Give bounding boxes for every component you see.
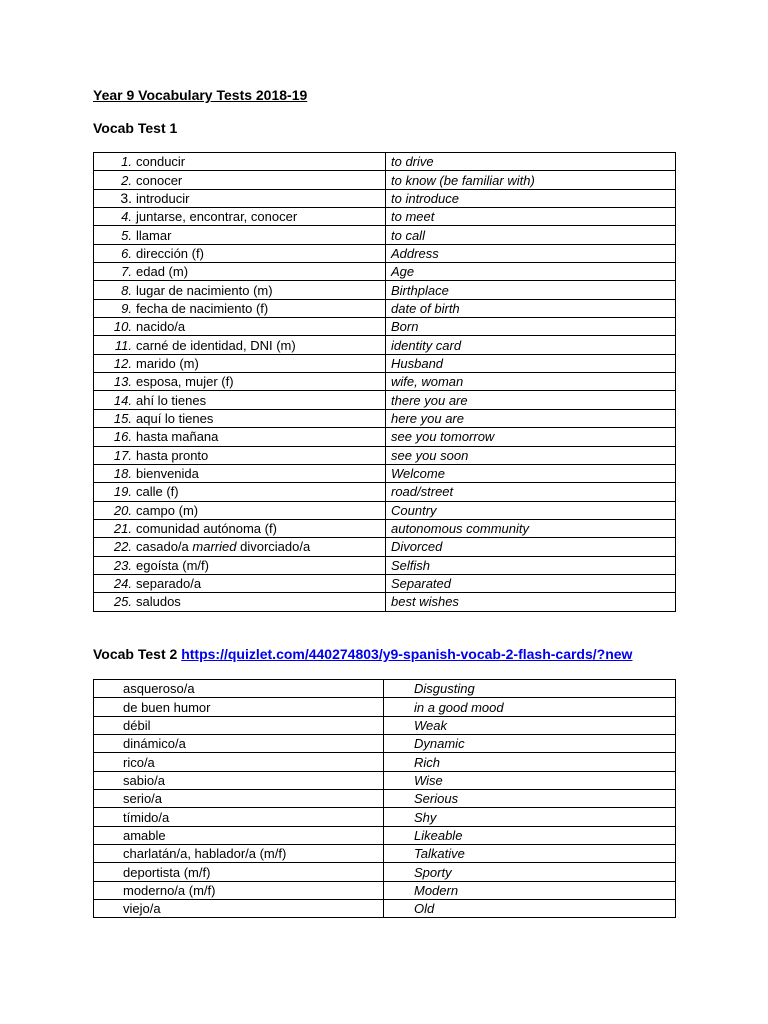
spanish-term-cell: [94, 519, 386, 537]
spanish-term-cell: [94, 483, 386, 501]
english-translation: Shy: [384, 808, 676, 826]
spanish-term: comunidad autónoma (f): [136, 521, 277, 537]
item-number: 19.: [113, 484, 132, 500]
spanish-term: moderno/a (m/f): [94, 881, 384, 899]
item-number: 4.: [121, 209, 132, 225]
spanish-term: llamar: [136, 227, 172, 243]
item-number: 17.: [113, 447, 132, 463]
english-translation: date of birth: [386, 299, 676, 317]
item-number: 12.: [113, 355, 132, 371]
item-number: 25.: [113, 594, 132, 610]
table-row: [94, 593, 676, 611]
spanish-term-cell: [94, 263, 386, 281]
spanish-term-cell: [94, 318, 386, 336]
item-number: 14.: [113, 392, 132, 408]
table-row: [94, 735, 676, 753]
item-number: 8.: [121, 282, 132, 298]
english-translation: Age: [386, 263, 676, 281]
spanish-term: carné de identidad, DNI (m): [136, 337, 296, 353]
english-translation: Dynamic: [384, 735, 676, 753]
table-row: [94, 483, 676, 501]
document-title: Year 9 Vocabulary Tests 2018-19: [93, 87, 308, 103]
spanish-term: edad (m): [136, 264, 189, 280]
spanish-term: de buen humor: [94, 698, 384, 716]
english-translation: Address: [386, 244, 676, 262]
spanish-term-cell: [94, 556, 386, 574]
spanish-term-cell: [94, 574, 386, 592]
table-row: [94, 336, 676, 354]
spanish-term-cell: [94, 208, 386, 226]
item-number: 11.: [114, 337, 132, 353]
table-row: [94, 409, 676, 427]
table-row: [94, 391, 676, 409]
spanish-term: ahí lo tienes: [136, 392, 207, 408]
item-number: 2.: [121, 172, 132, 188]
spanish-term: calle (f): [136, 484, 179, 500]
spanish-term-cell: [94, 153, 386, 171]
spanish-term: deportista (m/f): [94, 863, 384, 881]
english-translation: Modern: [384, 881, 676, 899]
english-translation: Husband: [386, 354, 676, 372]
english-translation: Wise: [384, 771, 676, 789]
table-row: [94, 845, 676, 863]
spanish-term-cell: [94, 189, 386, 207]
item-number: 16.: [113, 429, 132, 445]
english-translation: here you are: [386, 409, 676, 427]
spanish-term: conducir: [136, 154, 186, 170]
english-translation: identity card: [386, 336, 676, 354]
spanish-term: dirección (f): [136, 245, 204, 261]
item-number: 21.: [113, 521, 132, 537]
spanish-term: sabio/a: [94, 771, 384, 789]
english-translation: Weak: [384, 716, 676, 734]
table-row: [94, 263, 676, 281]
table-row: [94, 753, 676, 771]
table-row: [94, 826, 676, 844]
spanish-term-extra: divorciado/a: [240, 539, 311, 555]
item-number: 20.: [113, 502, 132, 518]
vocab-test-2-heading: [93, 646, 632, 662]
table-row: [94, 373, 676, 391]
table-row: [94, 881, 676, 899]
spanish-term: esposa, mujer (f): [136, 374, 234, 390]
item-number: 18.: [113, 466, 132, 482]
item-number: 1.: [121, 154, 132, 170]
table-row: [94, 680, 676, 698]
table-row: [94, 171, 676, 189]
table-row: [94, 153, 676, 171]
table-row: [94, 716, 676, 734]
spanish-term: introducir: [136, 190, 190, 206]
spanish-term-cell: [94, 538, 386, 556]
quizlet-link[interactable]: https://quizlet.com/440274803/y9-spanish-vocab-2-flash-cards/?new: [181, 646, 633, 662]
table-row: [94, 446, 676, 464]
english-translation: Likeable: [384, 826, 676, 844]
table-row: [94, 299, 676, 317]
table-row: [94, 318, 676, 336]
item-number: 13.: [113, 374, 132, 390]
table-row: [94, 863, 676, 881]
table-row: [94, 226, 676, 244]
english-translation: see you soon: [386, 446, 676, 464]
spanish-term: conocer: [136, 172, 183, 188]
spanish-term: separado/a: [136, 576, 202, 592]
english-translation: Country: [386, 501, 676, 519]
english-translation: best wishes: [386, 593, 676, 611]
item-number: 3.: [120, 189, 132, 206]
table-row: [94, 808, 676, 826]
item-number: 9.: [121, 300, 132, 316]
spanish-term-cell: [94, 409, 386, 427]
table-row: [94, 501, 676, 519]
spanish-term: asqueroso/a: [94, 680, 384, 698]
spanish-term: saludos: [136, 594, 181, 610]
item-number: 24.: [113, 576, 132, 592]
table-row: [94, 771, 676, 789]
item-number: 10.: [113, 319, 132, 335]
item-number: 23.: [113, 557, 132, 573]
english-translation: Born: [386, 318, 676, 336]
english-translation: road/street: [386, 483, 676, 501]
english-translation: to call: [386, 226, 676, 244]
vocab-test-1-table: [93, 152, 676, 612]
english-translation: Welcome: [386, 464, 676, 482]
spanish-term: nacido/a: [136, 319, 186, 335]
table-row: [94, 698, 676, 716]
spanish-term: campo (m): [136, 502, 199, 518]
table-row: [94, 244, 676, 262]
spanish-term-italic: married: [192, 539, 237, 555]
table-row: [94, 281, 676, 299]
english-translation: there you are: [386, 391, 676, 409]
table-row: [94, 464, 676, 482]
spanish-term-cell: [94, 354, 386, 372]
english-translation: Serious: [384, 790, 676, 808]
english-translation: to introduce: [386, 189, 676, 207]
table-row: [94, 790, 676, 808]
table-row: [94, 428, 676, 446]
english-translation: Selfish: [386, 556, 676, 574]
spanish-term-cell: [94, 336, 386, 354]
table-row: [94, 574, 676, 592]
item-number: 22.: [113, 539, 132, 555]
spanish-term: juntarse, encontrar, conocer: [136, 209, 298, 225]
spanish-term: egoísta (m/f): [136, 557, 209, 573]
spanish-term-cell: [94, 391, 386, 409]
vocab-test-2-label: Vocab Test 2: [93, 646, 178, 662]
english-translation: to drive: [386, 153, 676, 171]
english-translation: Disgusting: [384, 680, 676, 698]
spanish-term: hasta mañana: [136, 429, 219, 445]
table-row: [94, 556, 676, 574]
spanish-term: hasta pronto: [136, 447, 209, 463]
english-translation: Separated: [386, 574, 676, 592]
spanish-term: casado/a: [136, 539, 189, 555]
english-translation: in a good mood: [384, 698, 676, 716]
spanish-term: lugar de nacimiento (m): [136, 282, 273, 298]
english-translation: Talkative: [384, 845, 676, 863]
item-number: 7.: [121, 264, 132, 280]
english-translation: Divorced: [386, 538, 676, 556]
english-translation: Birthplace: [386, 281, 676, 299]
spanish-term-cell: [94, 593, 386, 611]
english-translation: see you tomorrow: [386, 428, 676, 446]
spanish-term-cell: [94, 244, 386, 262]
spanish-term: débil: [94, 716, 384, 734]
english-translation: wife, woman: [386, 373, 676, 391]
spanish-term: fecha de nacimiento (f): [136, 300, 269, 316]
english-translation: Sporty: [384, 863, 676, 881]
spanish-term-cell: [94, 373, 386, 391]
table-row: [94, 208, 676, 226]
english-translation: autonomous community: [386, 519, 676, 537]
english-translation: to know (be familiar with): [386, 171, 676, 189]
spanish-term: viejo/a: [94, 900, 384, 918]
spanish-term-cell: [94, 171, 386, 189]
table-row: [94, 354, 676, 372]
spanish-term-cell: [94, 281, 386, 299]
item-number: 6.: [121, 245, 132, 261]
table-row: [94, 189, 676, 207]
english-translation: to meet: [386, 208, 676, 226]
spanish-term: marido (m): [136, 355, 199, 371]
spanish-term: amable: [94, 826, 384, 844]
english-translation: Old: [384, 900, 676, 918]
spanish-term-cell: [94, 464, 386, 482]
spanish-term-cell: [94, 501, 386, 519]
english-translation: Rich: [384, 753, 676, 771]
table-row: [94, 900, 676, 918]
spanish-term: bienvenida: [136, 466, 199, 482]
spanish-term: aquí lo tienes: [136, 410, 214, 426]
spanish-term-cell: [94, 446, 386, 464]
table-row: [94, 519, 676, 537]
spanish-term: rico/a: [94, 753, 384, 771]
item-number: 5.: [121, 227, 132, 243]
spanish-term: serio/a: [94, 790, 384, 808]
spanish-term: tímido/a: [94, 808, 384, 826]
table-row: [94, 538, 676, 556]
spanish-term: charlatán/a, hablador/a (m/f): [94, 845, 384, 863]
spanish-term-cell: [94, 299, 386, 317]
vocab-test-2-table: [93, 679, 676, 918]
spanish-term-cell: [94, 428, 386, 446]
spanish-term: dinámico/a: [94, 735, 384, 753]
item-number: 15.: [113, 410, 132, 426]
spanish-term-cell: [94, 226, 386, 244]
vocab-test-1-heading: Vocab Test 1: [93, 120, 178, 136]
